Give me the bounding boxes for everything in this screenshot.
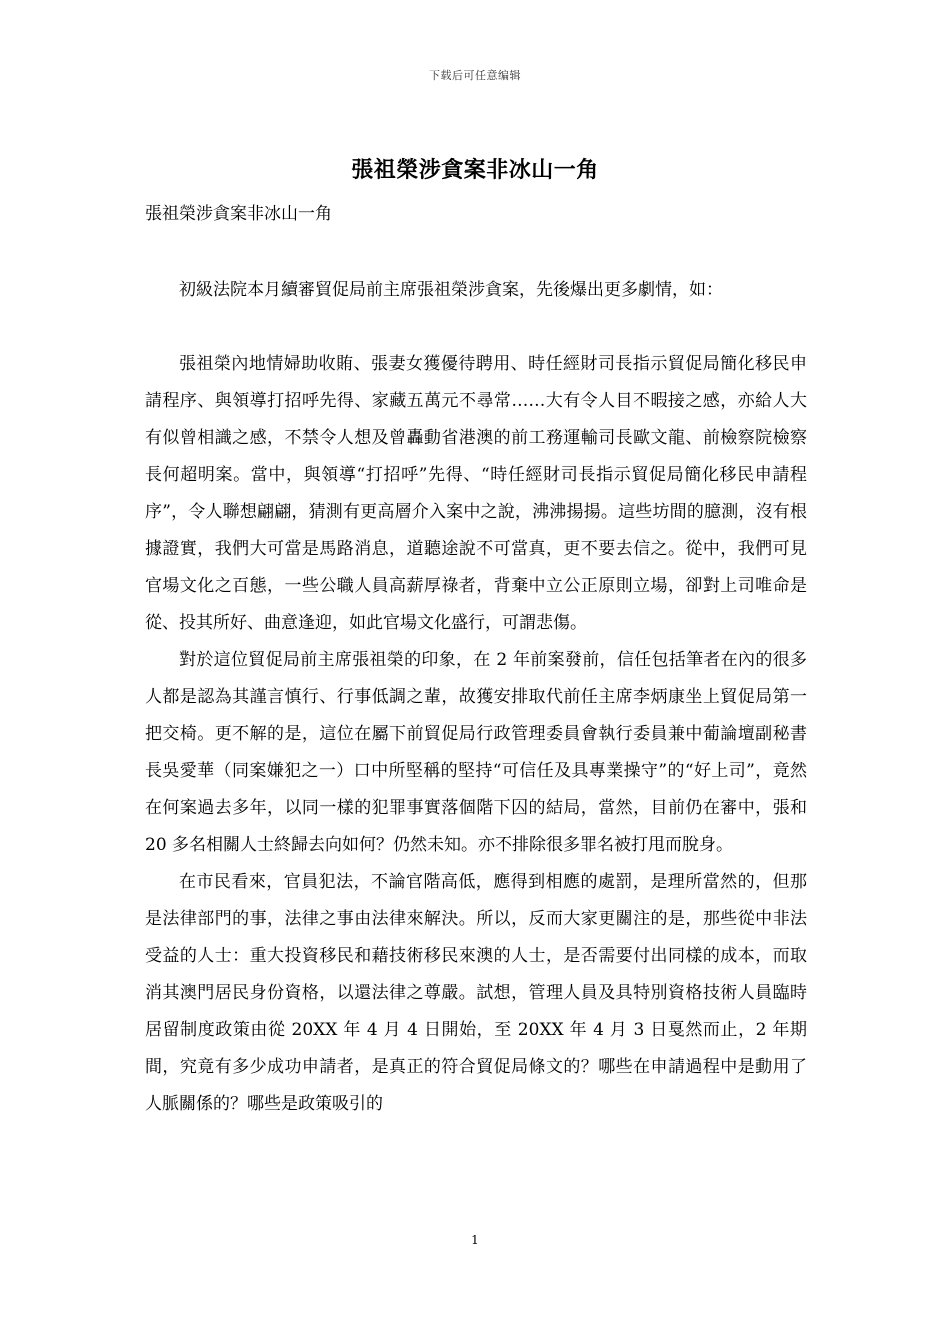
document-body xyxy=(145,272,807,1123)
paragraph: 對於這位貿促局前主席張祖榮的印象，在 2 年前案發前，信任包括筆者在內的很多人都是認為其謹言慎行、行事低調之輩，故獲安排取代前任主席李炳康坐上貿促局第一把交椅。更不解的是，這位在屬下前貿促局行政管理委員會執行委員兼中葡論壇副秘書長吳愛華（同案嫌犯之一）口中所堅稱的堅持“可信任及具專業操守”的“好上司”，竟然在何案過去多年，以同一樣的犯罪事實落個階下囚的結局，當然，目前仍在審中，張和 20 多名相關人士終歸去向如何？仍然未知。亦不排除很多罪名被打甩而脫身。 xyxy=(145,650,807,855)
document-subtitle: 張祖榮涉貪案非冰山一角 xyxy=(145,204,332,224)
document-title: 張祖榮涉貪案非冰山一角 xyxy=(351,158,599,183)
header-note: 下载后可任意编辑 xyxy=(429,69,521,82)
page-number: 1 xyxy=(471,1233,479,1247)
paragraph: 張祖榮內地情婦助收賄、張妻女獲優待聘用、時任經財司長指示貿促局簡化移民申請程序、與領導打招呼先得、家藏五萬元不尋常……大有令人目不暇接之感，亦給人大有似曾相識之感，不禁令人想及曾轟動省港澳的前工務運輸司長歐文龍、前檢察院檢察長何超明案。當中，與領導“打招呼”先得、“時任經財司長指示貿促局簡化移民申請程序”，令人聯想翩翩，猜測有更高層介入案中之說，沸沸揚揚。這些坊間的臆測，沒有根據證實，我們大可當是馬路消息，道聽途說不可當真，更不要去信之。從中，我們可見官場文化之百態，一些公職人員高薪厚祿者，背棄中立公正原則立場，卻對上司唯命是從、投其所好、曲意逢迎，如此官場文化盛行，可謂悲傷。 xyxy=(145,354,807,633)
paragraph-intro: 初級法院本月續審貿促局前主席張祖榮涉貪案，先後爆出更多劇情，如： xyxy=(179,280,723,300)
paragraph: 在市民看來，官員犯法，不論官階高低，應得到相應的處罰，是理所當然的，但那是法律部門的事，法律之事由法律來解決。所以，反而大家更關注的是，那些從中非法受益的人士：重大投資移民和藉技術移民來澳的人士，是否需要付出同樣的成本，而取消其澳門居民身份資格，以還法律之尊嚴。試想，管理人員及具特別資格技術人員臨時居留制度政策由從 20XX 年 4 月 4 日開始，至 20XX 年 4 月 3 日戛然而止，2 年期間，究竟有多少成功申請者，是真正的符合貿促局條文的？哪些在申請過程中是動用了人脈關係的？哪些是政策吸引的 xyxy=(145,872,807,1114)
